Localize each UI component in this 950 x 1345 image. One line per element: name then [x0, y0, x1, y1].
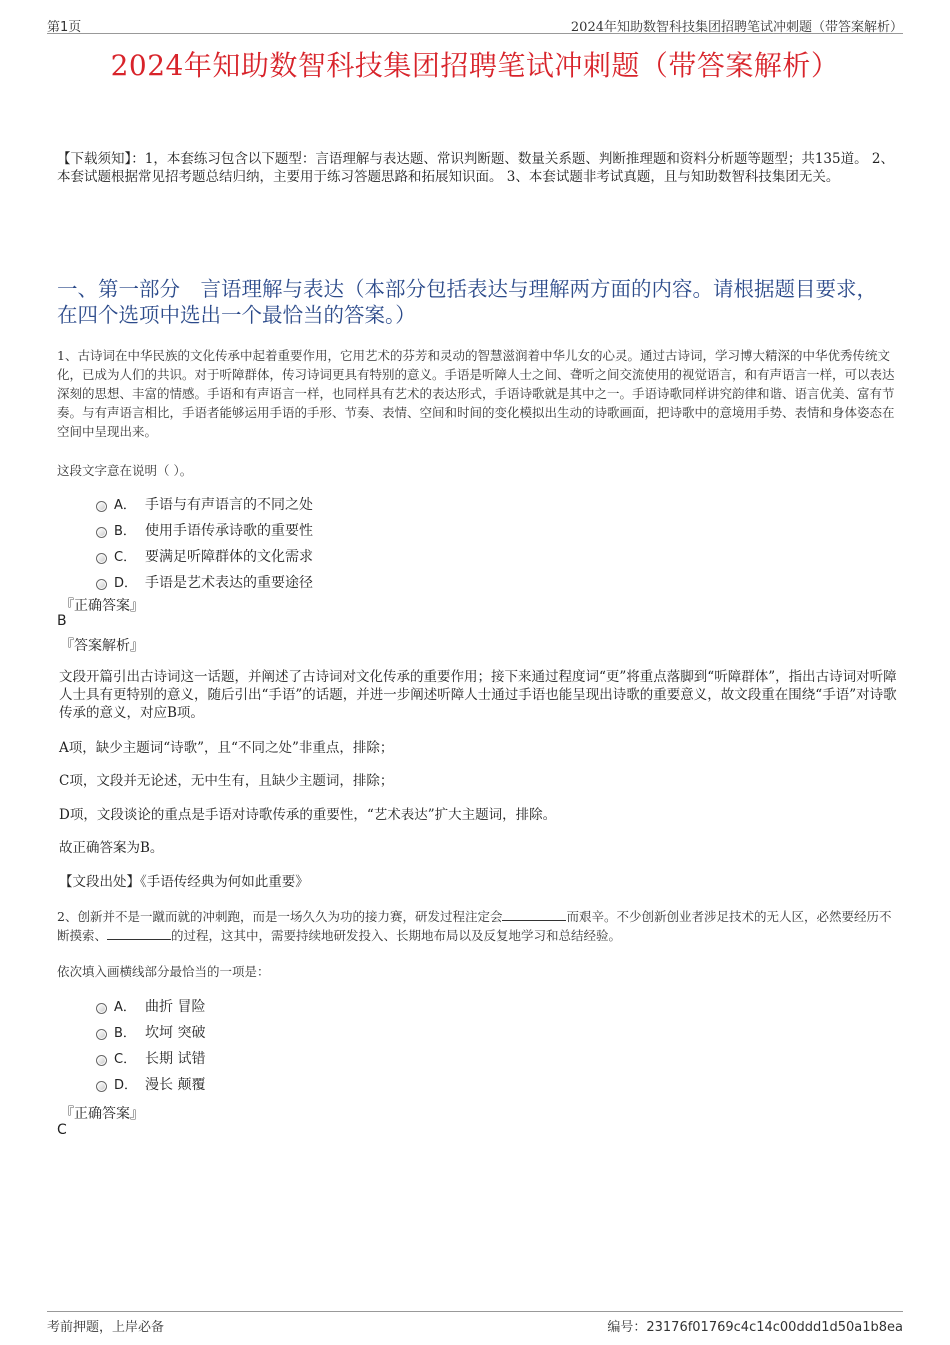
option-letter: D． [114, 1078, 138, 1093]
footer-divider [47, 1311, 903, 1312]
radio-button[interactable] [96, 1055, 107, 1066]
option-letter: A． [114, 1000, 136, 1015]
correct-answer-label: 『正确答案』 [60, 1106, 144, 1122]
page-number: 第1页 [47, 20, 82, 35]
option-letter: B． [114, 524, 136, 539]
option-text: 曲折 冒险 [145, 999, 206, 1015]
option-text: 手语是艺术表达的重要途径 [145, 575, 313, 591]
option-letter: C． [114, 1052, 137, 1067]
document-title: 2024年知助数智科技集团招聘笔试冲刺题（带答案解析） [110, 49, 840, 82]
document-code: 23176f01769c4c14c00ddd1d50a1b8ea [646, 1320, 903, 1335]
analysis-option-a: A项，缺少主题词“诗歌”，且“不同之处”非重点，排除； [59, 740, 394, 756]
analysis-option-c: C项，文段并无论述，无中生有，且缺少主题词，排除； [59, 773, 394, 789]
question-2-text-part: 2、创新并不是一蹴而就的冲刺跑，而是一场久久为功的接力赛，研发过程注定会 [57, 909, 503, 924]
radio-button[interactable] [96, 501, 107, 512]
question-1-text: 1、古诗词在中华民族的文化传承中起着重要作用，它用艺术的芬芳和灵动的智慧滋润着中华儿女的心灵。通过古诗词，学习博大精深的中华优秀传统文化，已成为人们的共识。对于听障群体，传习诗词更具有特别的意义。手语是听障人士之间、聋听之间交流使用的视觉语言，和有声语言一样，可以表达深刻的思想、丰富的情感。手语和有声语言一样，也同样具有艺术的表达形式，手语诗歌就是其中之一。手语诗歌同样讲究韵律和谐、语言优美、富有节奏。与有声语言相比，手语者能够运用手语的手形、节奏、表情、空间和时间的变化模拟出生动的诗歌画面，把诗歌中的意境用手势、表情和身体姿态在空间中呈现出来。 [57, 348, 895, 439]
option-letter: A． [114, 498, 136, 513]
section-title: 一、第一部分 言语理解与表达（本部分包括表达与理解两方面的内容。请根据题目要求，在四个选项中选出一个最恰当的答案。） [57, 277, 877, 327]
option-text: 要满足听障群体的文化需求 [145, 549, 313, 565]
radio-button[interactable] [96, 527, 107, 538]
page-header [47, 14, 903, 34]
download-notice: 【下载须知】：1，本套练习包含以下题型：言语理解与表达题、常识判断题、数量关系题、判断推理题和资料分析题等题型；共135道。 2、本套试题根据常见招考题总结归纳，主要用于练习答题思路和拓展知识面。 3、本套试题非考试真题，且与知助数智科技集团无关。 [57, 151, 894, 185]
question-2-text-part: 而艰辛。不少创新创业者涉足技术的无人区，必然要经历不断摸索、 [57, 909, 892, 943]
radio-button[interactable] [96, 579, 107, 590]
correct-answer: C [57, 1122, 67, 1138]
option-text: 手语与有声语言的不同之处 [145, 497, 313, 513]
fill-blank[interactable] [107, 928, 171, 940]
radio-button[interactable] [96, 553, 107, 564]
question-2-text [57, 907, 903, 945]
correct-answer-label: 『正确答案』 [60, 598, 144, 614]
code-label: 编号： [607, 1320, 647, 1335]
analysis-conclusion: 故正确答案为B。 [59, 840, 164, 856]
question-2-text-part: 的过程，这其中，需要持续地研发投入、长期地布局以及反复地学习和总结经验。 [171, 928, 622, 943]
radio-button[interactable] [96, 1003, 107, 1014]
radio-button[interactable] [96, 1081, 107, 1092]
option-letter: B． [114, 1026, 136, 1041]
option-letter: C． [114, 550, 137, 565]
option-text: 使用手语传承诗歌的重要性 [145, 523, 313, 539]
footer-code [607, 1316, 903, 1335]
option-text: 坎坷 突破 [145, 1025, 206, 1041]
question-1-stem: 这段文字意在说明（ ）。 [57, 463, 193, 478]
text-source: 【文段出处】《手语传经典为何如此重要》 [59, 874, 309, 890]
radio-button[interactable] [96, 1029, 107, 1040]
option-text: 漫长 颠覆 [145, 1077, 206, 1093]
analysis-option-d: D项，文段谈论的重点是手语对诗歌传承的重要性，“艺术表达”扩大主题词，排除。 [59, 807, 557, 823]
question-2-stem: 依次填入画横线部分最恰当的一项是： [57, 964, 270, 979]
fill-blank[interactable] [502, 909, 566, 921]
analysis-paragraph: 文段开篇引出古诗词这一话题，并阐述了古诗词对文化传承的重要作用；接下来通过程度词“更”将重点落脚到“听障群体”，指出古诗词对听障人士具有更特别的意义，随后引出“手语”的话题，并进一步阐述听障人士通过手语也能呈现出诗歌的重要意义，故文段重在围绕“手语”对诗歌传承的意义，对应B项。 [59, 669, 897, 721]
header-doc-name: 2024年知助数智科技集团招聘笔试冲刺题（带答案解析） [570, 20, 903, 35]
footer-slogan: 考前押题，上岸必备 [47, 1320, 165, 1335]
analysis-label: 『答案解析』 [60, 638, 144, 654]
correct-answer: B [57, 613, 67, 629]
option-letter: D． [114, 576, 138, 591]
option-text: 长期 试错 [145, 1051, 206, 1067]
